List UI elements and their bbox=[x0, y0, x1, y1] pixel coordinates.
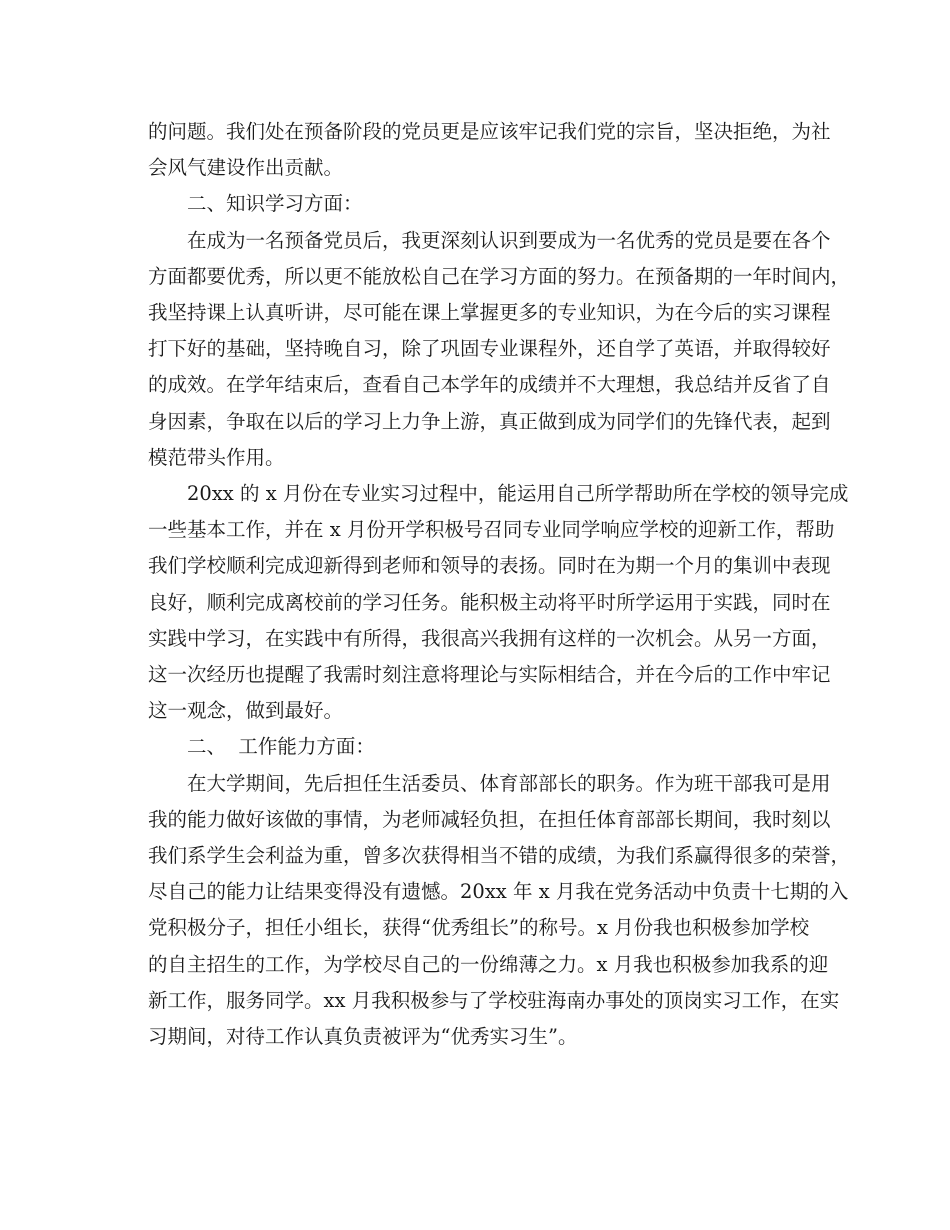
text-line: 的自主招生的工作，为学校尽自己的一份绵薄之力。x 月我也积极参加我系的迎 bbox=[148, 952, 829, 976]
section-heading-knowledge bbox=[148, 186, 808, 222]
text-line: 我坚持课上认真听讲，尽可能在课上掌握更多的专业知识，为在今后的实习课程 bbox=[148, 301, 831, 325]
text-line: 实践中学习，在实践中有所得，我很高兴我拥有这样的一次机会。从另一方面， bbox=[148, 626, 831, 650]
text-line: 方面都要优秀，所以更不能放松自己在学习方面的努力。在预备期的一年时间内， bbox=[148, 264, 851, 288]
document-body bbox=[148, 114, 851, 1055]
text-line: 的成效。在学年结束后，查看自己本学年的成绩并不大理想，我总结并反省了自 bbox=[148, 373, 831, 397]
text-line: 在成为一名预备党员后，我更深刻认识到要成为一名优秀的党员是要在各个 bbox=[187, 228, 831, 252]
paragraph-continuation bbox=[148, 114, 831, 186]
paragraph-work-ability bbox=[148, 766, 851, 1056]
text-line: 我的能力做好该做的事情，为老师减轻负担，在担任体育部部长期间，我时刻以 bbox=[148, 807, 831, 831]
section-heading-text: 二、 工作能力方面： bbox=[187, 735, 375, 759]
section-heading-work bbox=[148, 729, 808, 765]
text-line: 的问题。我们处在预备阶段的党员更是应该牢记我们党的宗旨，坚决拒绝，为社 bbox=[148, 120, 831, 143]
text-line: 模范带头作用。 bbox=[148, 445, 285, 469]
text-line: 会风气建设作出贡献。 bbox=[148, 156, 344, 180]
section-heading-text: 二、知识学习方面： bbox=[187, 192, 363, 216]
text-line: 这一次经历也提醒了我需时刻注意将理论与实际相结合，并在今后的工作中牢记 bbox=[148, 663, 831, 687]
text-line: 良好，顺利完成离校前的学习任务。能积极主动将平时所学运用于实践，同时在 bbox=[148, 590, 831, 614]
text-line: 新工作，服务同学。xx 月我积极参与了学校驻海南办事处的顶岗实习工作，在实 bbox=[148, 988, 840, 1012]
text-line: 党积极分子，担任小组长，获得“优秀组长”的称号。x 月份我也积极参加学校 bbox=[148, 916, 810, 940]
text-line: 我们学校顺利完成迎新得到老师和领导的表扬。同时在为期一个月的集训中表现 bbox=[148, 554, 831, 578]
text-line: 尽自己的能力让结果变得没有遗憾。20xx 年 x 月我在党务活动中负责十七期的入 bbox=[148, 880, 849, 904]
text-line: 打下好的基础，坚持晚自习，除了巩固专业课程外，还自学了英语，并取得较好 bbox=[148, 337, 831, 361]
paragraph-study bbox=[148, 223, 851, 476]
text-line: 身因素，争取在以后的学习上力争上游，真正做到成为同学们的先锋代表，起到 bbox=[148, 409, 831, 433]
text-line: 这一观念，做到最好。 bbox=[148, 699, 344, 723]
text-line: 我们系学生会利益为重，曾多次获得相当不错的成绩，为我们系赢得很多的荣誉， bbox=[148, 844, 851, 868]
text-line: 在大学期间，先后担任生活委员、体育部部长的职务。作为班干部我可是用 bbox=[187, 771, 831, 795]
text-line: 习期间，对待工作认真负责被评为“优秀实习生”。 bbox=[148, 1025, 578, 1049]
text-line: 一些基本工作，并在 x 月份开学积极号召同专业同学响应学校的迎新工作，帮助 bbox=[148, 518, 835, 542]
paragraph-internship bbox=[148, 476, 849, 729]
text-line: 20xx 的 x 月份在专业实习过程中，能运用自己所学帮助所在学校的领导完成 bbox=[187, 482, 849, 506]
